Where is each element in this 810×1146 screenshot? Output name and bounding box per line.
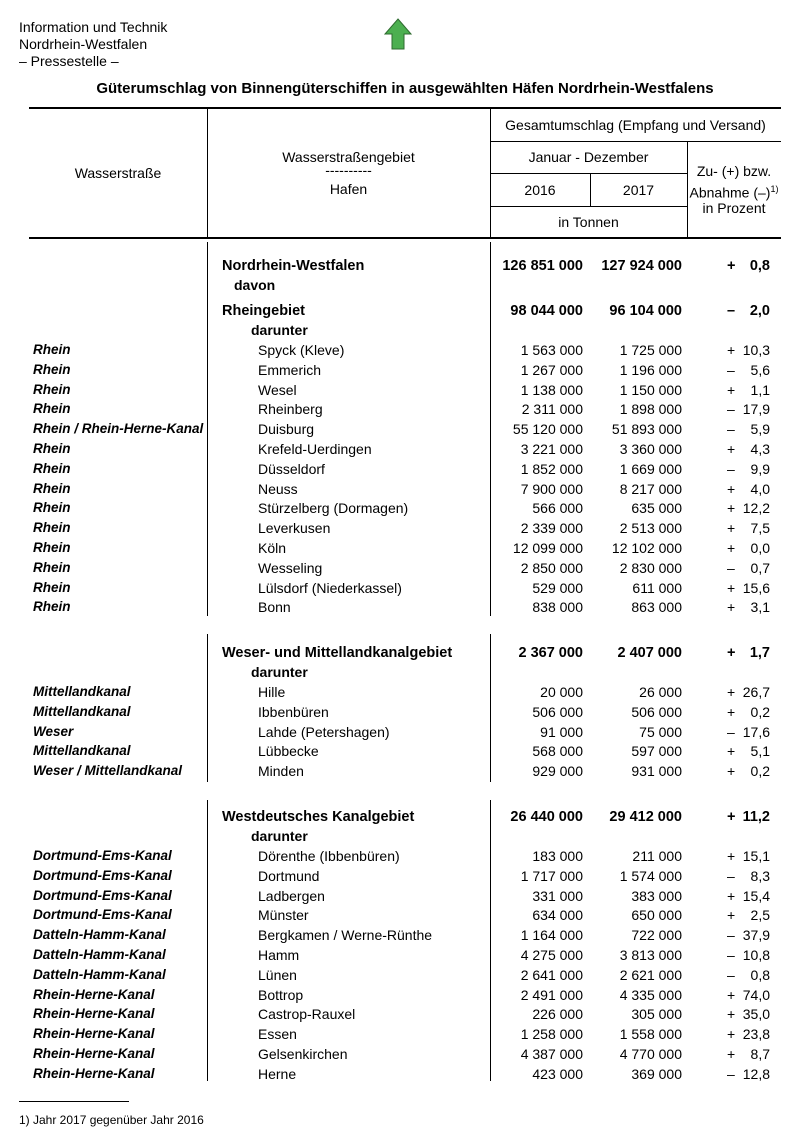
change-percent-cell: 3,1 — [750, 599, 770, 616]
table-top-rule — [29, 107, 781, 109]
wasserstrasse-cell: Dortmund-Ems-Kanal — [33, 907, 172, 923]
col-header-2017: 2017 — [622, 182, 655, 198]
change-percent-cell: 7,5 — [750, 520, 770, 537]
table-row — [0, 399, 810, 419]
change-sign-cell: – — [727, 559, 735, 576]
change-percent-cell: 0,8 — [749, 258, 770, 274]
value-2016-cell: 2 850 000 — [520, 559, 583, 576]
table-row — [0, 1064, 810, 1084]
table-row — [0, 1044, 810, 1064]
hafen-cell: Köln — [258, 540, 287, 556]
value-2016-cell: 26 440 000 — [510, 809, 583, 825]
value-2017-cell: 369 000 — [631, 1065, 682, 1082]
hafen-cell: Düsseldorf — [258, 460, 325, 477]
wasserstrasse-cell: Rhein — [33, 540, 71, 555]
value-2016-cell: 506 000 — [532, 703, 583, 720]
table-row — [0, 866, 810, 886]
table-row — [0, 360, 810, 380]
change-percent-cell: 10,3 — [742, 342, 770, 358]
change-percent-cell: 35,0 — [742, 1006, 770, 1023]
hafen-cell: Hamm — [258, 947, 300, 963]
value-2016-cell: 2 311 000 — [521, 401, 583, 418]
change-sign-cell: + — [727, 480, 736, 497]
value-2016-cell: 20 000 — [540, 684, 583, 700]
change-sign-cell: + — [727, 645, 736, 661]
change-sign-cell: + — [727, 986, 736, 1003]
wasserstrasse-cell: Mittellandkanal — [33, 743, 131, 759]
wasserstrasse-cell: Dortmund-Ems-Kanal — [33, 867, 172, 883]
org-name-line2: Nordrhein-Westfalen — [19, 36, 148, 52]
change-percent-cell: 9,9 — [750, 460, 770, 477]
group-darunter-label: darunter — [251, 664, 308, 680]
region-name: Westdeutsches Kanalgebiet — [222, 809, 415, 825]
change-sign-cell: – — [727, 723, 735, 740]
table-row — [0, 846, 810, 866]
table-row — [0, 985, 810, 1005]
change-percent-cell: 11,2 — [742, 809, 770, 825]
value-2016-cell: 1 258 000 — [520, 1026, 583, 1043]
table-row — [0, 761, 810, 781]
change-sign-cell: – — [727, 1065, 735, 1082]
col-header-hafen: Hafen — [329, 181, 368, 197]
change-sign-cell: + — [727, 809, 736, 825]
value-2017-cell: 12 102 000 — [611, 540, 682, 556]
change-percent-cell: 5,1 — [750, 743, 770, 760]
value-2016-cell: 55 120 000 — [512, 421, 583, 438]
value-2017-cell: 597 000 — [631, 743, 682, 760]
wasserstrasse-cell: Rhein-Herne-Kanal — [33, 1065, 155, 1081]
value-2017-cell: 506 000 — [631, 703, 682, 720]
change-sign-cell: + — [727, 599, 736, 616]
col-header-dashes: ---------- — [325, 162, 372, 178]
value-2017-cell: 3 813 000 — [619, 947, 682, 963]
hafen-cell: Ladbergen — [258, 887, 325, 904]
value-2016-cell: 12 099 000 — [512, 540, 583, 556]
hafen-cell: Krefeld-Uerdingen — [258, 441, 372, 457]
wasserstrasse-cell: Rhein / Rhein-Herne-Kanal — [33, 421, 204, 437]
wasserstrasse-cell: Rhein — [33, 500, 71, 516]
hafen-cell: Bottrop — [258, 986, 304, 1003]
value-2016-cell: 7 900 000 — [520, 480, 583, 497]
value-2017-cell: 722 000 — [631, 927, 682, 944]
value-2016-cell: 1 164 000 — [520, 927, 583, 944]
change-line2-text: Abnahme (–) — [689, 184, 771, 201]
change-percent-cell: 17,6 — [742, 723, 770, 740]
hafen-cell: Münster — [258, 907, 309, 924]
wasserstrasse-cell: Rhein — [33, 441, 71, 456]
table-row — [0, 518, 810, 538]
value-2017-cell: 383 000 — [631, 887, 682, 904]
change-sign-cell: + — [727, 1006, 736, 1023]
change-sign-cell: + — [727, 441, 736, 457]
wasserstrasse-cell: Datteln-Hamm-Kanal — [33, 947, 166, 962]
table-row — [0, 1024, 810, 1044]
hafen-cell: Minden — [258, 763, 304, 780]
value-2017-cell: 1 574 000 — [619, 867, 682, 884]
change-sign-cell: + — [727, 381, 736, 398]
table-row — [0, 905, 810, 925]
table-row — [0, 682, 810, 702]
hafen-cell: Hille — [258, 684, 286, 700]
change-percent-cell: 26,7 — [742, 684, 770, 700]
change-sign-cell: + — [727, 520, 736, 537]
col-header-gebiet: Wasserstraßengebiet — [282, 149, 415, 165]
value-2017-cell: 863 000 — [631, 599, 682, 616]
wasserstrasse-cell: Mittellandkanal — [33, 684, 131, 699]
wasserstrasse-cell: Dortmund-Ems-Kanal — [33, 887, 172, 903]
hafen-cell: Wesseling — [258, 559, 323, 576]
group-row — [0, 301, 810, 321]
change-percent-cell: 2,0 — [749, 303, 770, 319]
wasserstrasse-cell: Mittellandkanal — [33, 703, 131, 719]
region-name: Rheingebiet — [222, 303, 305, 319]
group-row — [0, 643, 810, 663]
value-2016-cell: 2 339 000 — [520, 520, 583, 537]
table-row — [0, 538, 810, 558]
change-sign-cell: + — [727, 579, 736, 596]
change-sign-cell: + — [727, 500, 736, 517]
col-header-period: Januar - Dezember — [528, 149, 649, 165]
change-sign-cell: – — [727, 966, 735, 983]
table-row — [0, 702, 810, 722]
hafen-cell: Leverkusen — [258, 520, 331, 537]
hafen-cell: Neuss — [258, 480, 298, 497]
value-2017-cell: 1 898 000 — [619, 401, 682, 418]
green-up-arrow-icon — [384, 18, 412, 50]
wasserstrasse-cell: Rhein — [33, 520, 71, 536]
header-rule-period — [490, 173, 687, 174]
col-header-unit: in Tonnen — [558, 214, 619, 230]
org-name-line3: – Pressestelle – — [19, 53, 119, 69]
value-2017-cell: 26 000 — [639, 684, 682, 700]
hafen-cell: Gelsenkirchen — [258, 1046, 348, 1062]
value-2017-cell: 29 412 000 — [609, 809, 682, 825]
total-row — [0, 256, 810, 276]
value-2017-cell: 51 893 000 — [611, 421, 682, 438]
change-sign-cell: + — [727, 684, 736, 700]
col-header-gesamt: Gesamtumschlag (Empfang und Versand) — [505, 117, 766, 133]
change-sign-cell: + — [727, 540, 736, 556]
change-percent-cell: 0,0 — [750, 540, 770, 556]
change-percent-cell: 8,3 — [750, 867, 770, 884]
value-2016-cell: 838 000 — [532, 599, 583, 616]
change-sign-cell: – — [727, 421, 735, 438]
hafen-cell: Lahde (Petershagen) — [258, 723, 390, 740]
change-percent-cell: 5,6 — [750, 361, 770, 378]
wasserstrasse-cell: Rhein-Herne-Kanal — [33, 986, 155, 1002]
group-row — [0, 807, 810, 827]
value-2016-cell: 98 044 000 — [510, 303, 583, 319]
value-2017-cell: 611 000 — [632, 579, 682, 596]
change-percent-cell: 1,7 — [749, 645, 770, 661]
value-2016-cell: 226 000 — [532, 1006, 583, 1023]
change-percent-cell: 2,5 — [750, 907, 770, 924]
table-row — [0, 597, 810, 617]
footnote-rule — [19, 1101, 129, 1102]
table-row — [0, 459, 810, 479]
page-title: Güterumschlag von Binnengüterschiffen in ausgewählten Häfen Nordrhein-Westfalens — [96, 80, 714, 97]
group-darunter-label: darunter — [251, 322, 308, 338]
change-sign-cell: + — [727, 258, 736, 274]
value-2016-cell: 1 852 000 — [520, 460, 583, 477]
change-percent-cell: 0,8 — [750, 966, 770, 983]
change-percent-cell: 1,1 — [750, 381, 770, 398]
table-row — [0, 380, 810, 400]
value-2017-cell: 1 196 000 — [619, 361, 682, 378]
change-sign-cell: + — [727, 763, 736, 780]
hafen-cell: Lülsdorf (Niederkassel) — [258, 579, 402, 596]
value-2017-cell: 1 150 000 — [619, 381, 682, 398]
value-2017-cell: 4 335 000 — [619, 986, 682, 1003]
value-2017-cell: 2 830 000 — [619, 559, 682, 576]
change-sign-cell: + — [727, 1046, 736, 1062]
wasserstrasse-cell: Rhein — [33, 559, 71, 575]
group-darunter-label: darunter — [251, 828, 308, 844]
value-2016-cell: 2 641 000 — [520, 966, 583, 983]
change-sign-cell: – — [727, 401, 735, 418]
table-row — [0, 886, 810, 906]
table-row — [0, 722, 810, 742]
value-2016-cell: 3 221 000 — [520, 441, 583, 457]
col-header-2016: 2016 — [524, 182, 556, 198]
change-sign-cell: – — [727, 303, 736, 319]
wasserstrasse-cell: Rhein-Herne-Kanal — [33, 1026, 155, 1042]
change-sign-cell: – — [727, 927, 735, 944]
value-2017-cell: 305 000 — [631, 1006, 682, 1023]
value-2017-cell: 4 770 000 — [619, 1046, 682, 1062]
col-header-change-line1: Zu- (+) bzw. — [696, 163, 772, 179]
value-2017-cell: 2 407 000 — [617, 645, 682, 661]
value-2016-cell: 1 267 000 — [520, 361, 583, 378]
hafen-cell: Essen — [258, 1026, 297, 1043]
change-sign-cell: – — [727, 460, 735, 477]
hafen-cell: Spyck (Kleve) — [258, 342, 345, 358]
header-rule-years — [490, 206, 687, 207]
table-row — [0, 340, 810, 360]
change-sign-cell: + — [727, 743, 736, 760]
hafen-cell: Bergkamen / Werne-Rünthe — [258, 927, 433, 944]
change-sign-cell: – — [727, 361, 735, 378]
value-2017-cell: 211 000 — [632, 848, 682, 864]
hafen-cell: Lübbecke — [258, 743, 319, 760]
table-row — [0, 1004, 810, 1024]
change-percent-cell: 12,8 — [742, 1065, 770, 1082]
wasserstrasse-cell: Dortmund-Ems-Kanal — [33, 848, 172, 863]
change-percent-cell: 0,2 — [750, 763, 770, 780]
value-2017-cell: 2 513 000 — [619, 520, 682, 537]
change-sign-cell: + — [727, 887, 736, 904]
value-2016-cell: 1 563 000 — [520, 342, 583, 358]
table-row — [0, 578, 810, 598]
wasserstrasse-cell: Rhein — [33, 381, 71, 397]
table-row — [0, 479, 810, 499]
change-percent-cell: 4,3 — [750, 441, 770, 457]
table-row — [0, 439, 810, 459]
footnote: 1) Jahr 2017 gegenüber Jahr 2016 — [19, 1113, 204, 1127]
org-name-line1: Information und Technik — [19, 19, 168, 35]
change-percent-cell: 8,7 — [750, 1046, 770, 1062]
value-2017-cell: 2 621 000 — [619, 966, 682, 983]
wasserstrasse-cell: Rhein — [33, 342, 71, 357]
value-2016-cell: 4 275 000 — [520, 947, 583, 963]
value-2016-cell: 126 851 000 — [502, 258, 583, 274]
value-2017-cell: 75 000 — [639, 723, 682, 740]
wasserstrasse-cell: Rhein — [33, 361, 71, 377]
value-2016-cell: 183 000 — [532, 848, 583, 864]
header-rule-gesamt — [490, 141, 781, 142]
change-percent-cell: 4,0 — [750, 480, 770, 497]
change-sign-cell: + — [727, 848, 736, 864]
wasserstrasse-cell: Rhein — [33, 480, 71, 496]
hafen-cell: Lünen — [258, 966, 297, 983]
value-2017-cell: 96 104 000 — [609, 303, 682, 319]
value-2016-cell: 91 000 — [540, 723, 583, 740]
change-sign-cell: – — [727, 947, 735, 963]
region-name: Nordrhein-Westfalen — [222, 258, 365, 274]
wasserstrasse-cell: Rhein — [33, 599, 71, 615]
hafen-cell: Castrop-Rauxel — [258, 1006, 356, 1023]
value-2016-cell: 529 000 — [532, 579, 583, 596]
total-davon-label: davon — [234, 277, 276, 293]
hafen-cell: Dortmund — [258, 867, 320, 884]
change-percent-cell: 37,9 — [742, 927, 770, 944]
hafen-cell: Bonn — [258, 599, 291, 616]
value-2016-cell: 568 000 — [532, 743, 583, 760]
hafen-cell: Ibbenbüren — [258, 703, 329, 720]
change-percent-cell: 17,9 — [742, 401, 770, 418]
value-2016-cell: 929 000 — [532, 763, 583, 780]
table-row — [0, 558, 810, 578]
change-percent-cell: 15,1 — [742, 848, 770, 864]
wasserstrasse-cell: Rhein-Herne-Kanal — [33, 1046, 155, 1061]
value-2016-cell: 331 000 — [532, 887, 583, 904]
change-percent-cell: 0,7 — [750, 559, 770, 576]
value-2016-cell: 566 000 — [532, 500, 583, 517]
hafen-cell: Rheinberg — [258, 401, 323, 418]
wasserstrasse-cell: Datteln-Hamm-Kanal — [33, 927, 166, 943]
table-row — [0, 741, 810, 761]
wasserstrasse-cell: Datteln-Hamm-Kanal — [33, 966, 166, 982]
hafen-cell: Emmerich — [258, 361, 322, 378]
value-2017-cell: 3 360 000 — [619, 441, 682, 457]
value-2016-cell: 423 000 — [532, 1065, 583, 1082]
wasserstrasse-cell: Rhein — [33, 460, 71, 476]
change-sign-cell: + — [727, 703, 736, 720]
change-percent-cell: 10,8 — [742, 947, 770, 963]
value-2016-cell: 1 138 000 — [520, 381, 583, 398]
wasserstrasse-cell: Weser / Mittellandkanal — [33, 763, 183, 779]
table-row — [0, 498, 810, 518]
wasserstrasse-cell: Rhein — [33, 401, 71, 417]
value-2017-cell: 1 725 000 — [619, 342, 682, 358]
hafen-cell: Wesel — [258, 381, 297, 398]
value-2017-cell: 1 558 000 — [619, 1026, 682, 1043]
change-sign-cell: – — [727, 867, 735, 884]
change-percent-cell: 0,2 — [750, 703, 770, 720]
col-header-wasserstrasse: Wasserstraße — [74, 165, 162, 181]
value-2017-cell: 635 000 — [631, 500, 682, 517]
value-2017-cell: 127 924 000 — [601, 258, 682, 274]
hafen-cell: Dörenthe (Ibbenbüren) — [258, 848, 400, 864]
value-2017-cell: 931 000 — [631, 763, 682, 780]
hafen-cell: Stürzelberg (Dormagen) — [258, 500, 409, 517]
footnote-marker: 1) — [770, 184, 779, 194]
wasserstrasse-cell: Rhein — [33, 579, 71, 595]
change-percent-cell: 23,8 — [742, 1026, 770, 1043]
hafen-cell: Duisburg — [258, 421, 315, 438]
table-row — [0, 419, 810, 439]
region-name: Weser- und Mittellandkanalgebiet — [222, 645, 453, 661]
table-row — [0, 965, 810, 985]
table-row — [0, 945, 810, 965]
change-percent-cell: 15,6 — [742, 579, 770, 596]
wasserstrasse-cell: Rhein-Herne-Kanal — [33, 1006, 155, 1022]
wasserstrasse-cell: Weser — [33, 723, 74, 739]
value-2017-cell: 8 217 000 — [619, 480, 682, 497]
change-percent-cell: 5,9 — [750, 421, 770, 438]
change-sign-cell: + — [727, 907, 736, 924]
value-2016-cell: 634 000 — [532, 907, 583, 924]
value-2016-cell: 1 717 000 — [520, 867, 583, 884]
change-percent-cell: 12,2 — [742, 500, 770, 517]
hafen-cell: Herne — [258, 1065, 297, 1082]
value-2017-cell: 650 000 — [631, 907, 682, 924]
value-2016-cell: 4 387 000 — [520, 1046, 583, 1062]
table-row — [0, 925, 810, 945]
table-header-bottom-rule — [29, 237, 781, 239]
value-2016-cell: 2 367 000 — [518, 645, 583, 661]
change-sign-cell: + — [727, 342, 736, 358]
value-2017-cell: 1 669 000 — [619, 460, 682, 477]
change-percent-cell: 15,4 — [742, 887, 770, 904]
change-percent-cell: 74,0 — [742, 986, 770, 1003]
value-2016-cell: 2 491 000 — [520, 986, 583, 1003]
change-sign-cell: + — [727, 1026, 736, 1043]
col-header-change-line3: in Prozent — [702, 200, 766, 216]
